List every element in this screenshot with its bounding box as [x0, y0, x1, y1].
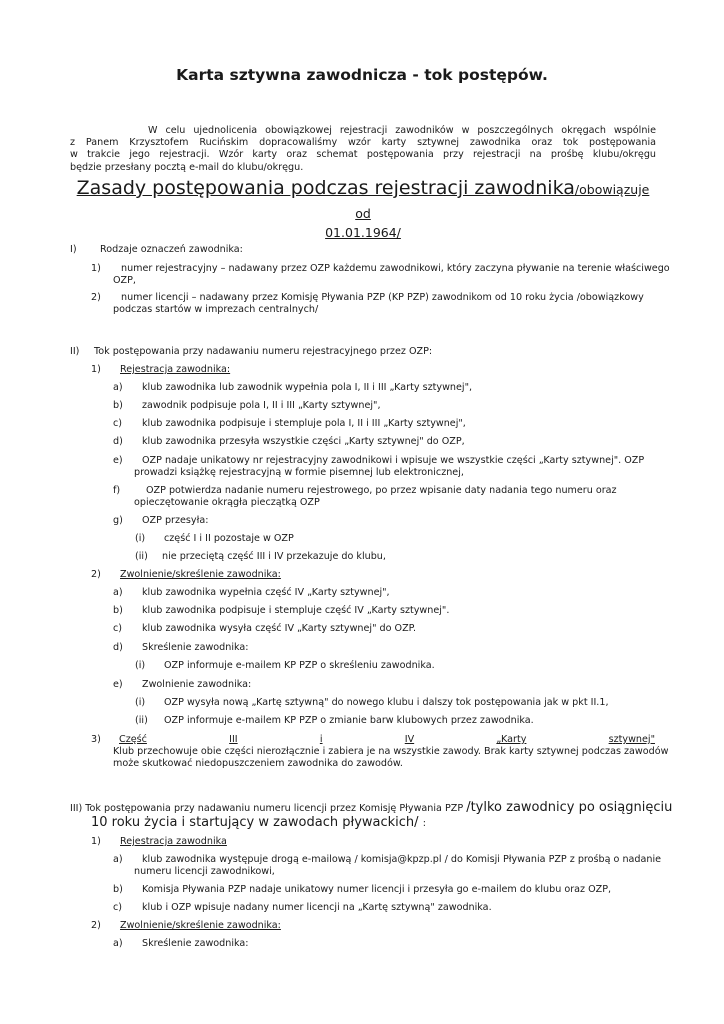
item-3-header: [119, 734, 655, 746]
item-marker: (ii): [135, 551, 148, 562]
item-marker: (ii): [135, 715, 148, 726]
item-marker: c): [113, 418, 123, 429]
item-text: część I i II pozostaje w OZP: [164, 533, 294, 544]
item-marker: a): [113, 938, 123, 949]
item-text: OZP nadaje unikatowy nr rejestracyjny zawodnikowi i wpisuje we wszystkie części „Karty sztywnej". OZP: [142, 455, 645, 466]
section-i-marker: I): [70, 244, 77, 255]
item-text: klub zawodnika przesyła wszystkie części „Karty sztywnej" do OZP,: [142, 436, 465, 447]
section-iii-title: [70, 801, 672, 816]
item-marker: 2): [91, 920, 101, 931]
item-text: OZP przesyła:: [142, 515, 209, 526]
item-text: Skreślenie zawodnika:: [142, 938, 249, 949]
item-text: klub zawodnika wysyła część IV „Karty sztywnej" do OZP.: [142, 623, 417, 634]
item-marker: e): [113, 679, 123, 690]
document-title: Karta sztywna zawodnicza - tok postępów.: [176, 66, 548, 84]
subheading: Zwolnienie/skreślenie zawodnika:: [120, 920, 281, 931]
item-text: OZP potwierdza nadanie numeru rejestrowego, po przez wpisanie daty nadania tego numeru oraz: [146, 485, 617, 496]
section-i-title: Rodzaje oznaczeń zawodnika:: [100, 244, 243, 255]
item-text: Zwolnienie zawodnika:: [142, 679, 252, 690]
section-iii-title-d: :: [422, 818, 426, 829]
item-marker: c): [113, 902, 123, 913]
subheading: Zwolnienie/skreślenie zawodnika:: [120, 569, 281, 580]
item-text: zawodnik podpisuje pola I, II i III „Karty sztywnej",: [142, 400, 381, 411]
section-iii-title-b: /tylko zawodnicy po osiągnięciu: [466, 800, 673, 815]
item-marker: e): [113, 455, 123, 466]
item-text: klub zawodnika podpisuje i stempluje część IV „Karty sztywnej".: [142, 605, 450, 616]
item-text: OZP informuje e-mailem KP PZP o zmianie barw klubowych przez zawodnika.: [164, 715, 534, 726]
rules-heading-suffix: /obowiązuje od: [355, 182, 650, 221]
subheading: Rejestracja zawodnika:: [120, 364, 231, 375]
item-text: numer licencji – nadawany przez Komisję Pływania PZP (KP PZP) zawodnikom od 10 roku życia /obowiązkowy: [121, 292, 644, 303]
p3-word: sztywnej": [608, 734, 655, 745]
item-text: klub zawodnika lub zawodnik wypełnia pola I, II i III „Karty sztywnej",: [142, 382, 473, 393]
item-text: opieczętowanie okrągła pieczątką OZP: [134, 497, 320, 508]
intro-line: w trakcie jego rejestracji. Wzór karty oraz schemat postępowania przy rejestracji na prośbę klubu/okręgu: [70, 149, 656, 161]
item-marker: b): [113, 400, 123, 411]
item-text: klub zawodnika wypełnia część IV „Karty sztywnej",: [142, 587, 390, 598]
item-text: numeru licencji zawodnikowi,: [134, 866, 275, 877]
item-marker: 3): [91, 734, 101, 745]
item-marker: 1): [91, 364, 101, 375]
intro-line: będzie przesłany pocztą e-mail do klubu/okręgu.: [70, 161, 304, 173]
item-marker: 1): [91, 836, 101, 847]
item-marker: f): [113, 485, 121, 496]
item-marker: b): [113, 605, 123, 616]
item-text: prowadzi książkę rejestracyjną w formie pisemnej lub elektronicznej,: [134, 467, 464, 478]
item-text: numer rejestracyjny – nadawany przez OZP każdemu zawodnikowi, który zaczyna pływanie na terenie właściwego: [121, 263, 670, 274]
item-text: klub i OZP wpisuje nadany numer licencji na „Kartę sztywną" zawodnika.: [142, 902, 492, 913]
item-marker: a): [113, 587, 123, 598]
item-text: Skreślenie zawodnika:: [142, 642, 249, 653]
rules-heading-date: 01.01.1964/: [325, 225, 401, 240]
p3-word: „Karty: [496, 734, 527, 745]
p3-word: III: [229, 734, 238, 745]
section-iii-title-line2: [91, 815, 426, 831]
intro-line: W celu ujednolicenia obowiązkowej rejestracji zawodników w poszczególnych okręgach wspólnie: [148, 125, 656, 136]
intro-paragraph: [70, 125, 656, 174]
item-marker: d): [113, 436, 123, 447]
item-text: OZP informuje e-mailem KP PZP o skreśleniu zawodnika.: [164, 660, 435, 671]
section-iii-title-a: III) Tok postępowania przy nadawaniu numeru licencji przez Komisję Pływania PZP: [70, 803, 464, 814]
subheading: Rejestracja zawodnika: [120, 836, 227, 847]
item-text: Komisja Pływania PZP nadaje unikatowy numer licencji i przesyła go e-mailem do klubu oraz OZP,: [142, 884, 612, 895]
item-text: może skutkować niedopuszczeniem zawodnika do zawodów.: [113, 758, 403, 769]
item-text: OZP wysyła nową „Kartę sztywną" do nowego klubu i dalszy tok postępowania jak w pkt II.1,: [164, 697, 609, 708]
item-marker: a): [113, 382, 123, 393]
section-ii-marker: II): [70, 346, 80, 357]
item-marker: 2): [91, 569, 101, 580]
item-text: podczas startów w imprezach centralnych/: [113, 304, 319, 315]
item-marker: a): [113, 854, 123, 865]
p3-word: IV: [404, 734, 415, 745]
item-text: Klub przechowuje obie części nierozłącznie i zabiera je na wszystkie zawody. Brak karty sztywnej podczas zawodów: [113, 746, 669, 757]
item-text: klub zawodnika podpisuje i stempluje pola I, II i III „Karty sztywnej",: [142, 418, 466, 429]
section-iii-title-c: 10 roku życia i startujący w zawodach pływackich/: [91, 815, 419, 830]
item-text: klub zawodnika występuje drogą e-mailową / komisja@kpzp.pl / do Komisji Pływania PZP z prośbą o nadanie: [142, 854, 662, 865]
rules-heading-main: Zasady postępowania podczas rejestracji zawodnika: [76, 177, 575, 199]
item-marker: (i): [135, 697, 146, 708]
item-marker: b): [113, 884, 123, 895]
item-marker: c): [113, 623, 123, 634]
section-ii-title: Tok postępowania przy nadawaniu numeru rejestracyjnego przez OZP:: [94, 346, 433, 357]
item-marker: g): [113, 515, 123, 526]
item-marker: (i): [135, 533, 146, 544]
p3-word: Część: [119, 734, 147, 745]
item-text: nie przeciętą część III i IV przekazuje do klubu,: [162, 551, 386, 562]
item-marker: (i): [135, 660, 146, 671]
item-marker: 2): [91, 292, 101, 303]
item-marker: d): [113, 642, 123, 653]
item-text: OZP,: [113, 275, 136, 286]
rules-heading: [70, 177, 656, 241]
intro-line: z Panem Krzysztofem Rucińskim dopracowaliśmy wzór karty sztywnej zawodnika oraz tok postępowania: [70, 137, 656, 149]
item-marker: 1): [91, 263, 101, 274]
p3-word: i: [319, 734, 323, 745]
